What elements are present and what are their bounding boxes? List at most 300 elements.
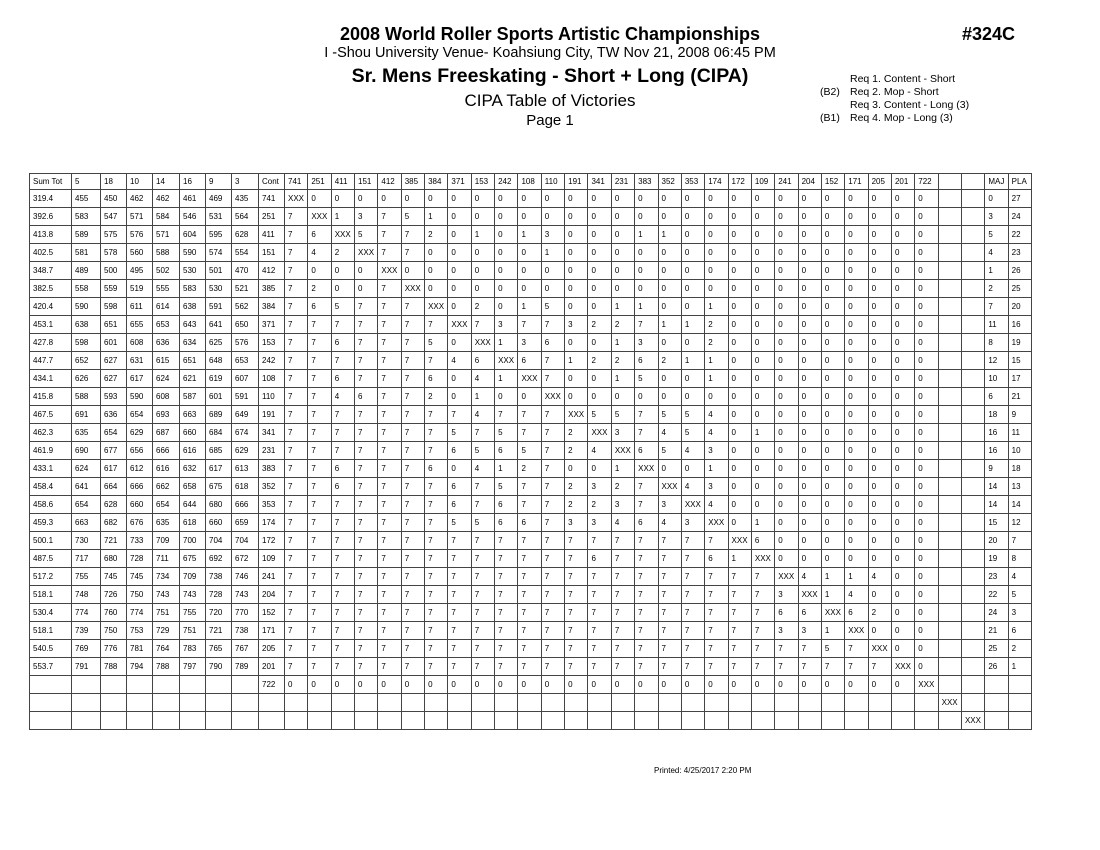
table-cell: XXX [611, 442, 634, 460]
table-cell: 2 [471, 298, 494, 316]
table-cell: 7 [448, 568, 471, 586]
table-cell: 15 [1008, 352, 1031, 370]
table-cell: 0 [751, 334, 774, 352]
table-cell: 1 [471, 388, 494, 406]
table-cell: 7 [285, 604, 308, 622]
table-cell: 7 [541, 586, 564, 604]
table-cell: 0 [378, 676, 401, 694]
table-cell [938, 496, 961, 514]
table-cell: 753 [127, 622, 153, 640]
table-cell: 0 [798, 550, 821, 568]
table-cell: 7 [495, 550, 518, 568]
table-cell: 0 [751, 352, 774, 370]
table-cell: 0 [495, 388, 518, 406]
table-cell: 0 [448, 388, 471, 406]
table-cell: 7 [308, 478, 331, 496]
table-cell: 7 [705, 532, 728, 550]
table-cell: XXX [495, 352, 518, 370]
table-cell: 741 [259, 190, 285, 208]
table-cell: 7 [565, 532, 588, 550]
table-cell: 617 [101, 460, 127, 478]
table-cell: 0 [495, 298, 518, 316]
table-cell: 7 [378, 388, 401, 406]
table-cell: 7 [401, 586, 424, 604]
table-cell: 0 [821, 550, 844, 568]
column-header: 174 [705, 174, 728, 190]
table-cell: 0 [565, 262, 588, 280]
table-cell: 2 [588, 496, 611, 514]
table-cell: 0 [845, 406, 868, 424]
table-cell: 0 [915, 370, 938, 388]
table-cell: 684 [206, 424, 232, 442]
table-cell: 7 [518, 586, 541, 604]
table-cell: 693 [153, 406, 180, 424]
table-cell: 7 [541, 370, 564, 388]
table-cell: 7 [378, 352, 401, 370]
table-cell: 0 [401, 262, 424, 280]
table-cell: 7 [401, 316, 424, 334]
table-cell: 627 [101, 370, 127, 388]
table-cell: 1 [1008, 658, 1031, 676]
column-header: PLA [1008, 174, 1031, 190]
table-cell: 0 [868, 424, 891, 442]
table-row [30, 478, 1032, 496]
table-cell: 7 [495, 532, 518, 550]
table-cell: 1 [518, 298, 541, 316]
table-cell: 25 [985, 640, 1008, 658]
table-cell: 0 [775, 442, 798, 460]
table-cell: 0 [891, 226, 914, 244]
table-cell: 0 [751, 262, 774, 280]
table-cell: 0 [891, 262, 914, 280]
table-cell: 624 [72, 460, 101, 478]
column-header: 3 [232, 174, 259, 190]
table-cell: 621 [180, 370, 206, 388]
table-cell: 0 [635, 190, 658, 208]
table-cell: 0 [448, 244, 471, 262]
table-cell: 624 [153, 370, 180, 388]
table-cell: 0 [915, 406, 938, 424]
table-cell: 2 [868, 604, 891, 622]
table-cell: 0 [448, 334, 471, 352]
table-cell: 7 [378, 406, 401, 424]
table-cell: 7 [518, 640, 541, 658]
table-cell: 581 [72, 244, 101, 262]
table-cell: 0 [798, 676, 821, 694]
table-cell: 0 [775, 370, 798, 388]
table-cell: 627 [101, 352, 127, 370]
table-cell [985, 694, 1008, 712]
table-cell: 7 [541, 604, 564, 622]
table-cell: 7 [378, 280, 401, 298]
table-cell: 6 [541, 334, 564, 352]
table-cell [705, 694, 728, 712]
table-cell: 20 [985, 532, 1008, 550]
table-cell: 765 [206, 640, 232, 658]
table-cell: 0 [518, 262, 541, 280]
table-cell: 7 [845, 658, 868, 676]
table-cell: 7 [565, 604, 588, 622]
column-header: 412 [378, 174, 401, 190]
table-cell: 5 [821, 640, 844, 658]
table-cell: 655 [127, 316, 153, 334]
table-cell: 7 [635, 568, 658, 586]
table-cell: 0 [821, 316, 844, 334]
table-cell: 7 [331, 496, 354, 514]
table-cell: 0 [891, 244, 914, 262]
table-cell: 10 [985, 370, 1008, 388]
table-cell: 0 [728, 316, 751, 334]
table-cell: 1 [751, 424, 774, 442]
table-cell: 392.6 [30, 208, 72, 226]
table-cell: 7 [285, 388, 308, 406]
table-cell: 7 [378, 658, 401, 676]
table-cell: 774 [127, 604, 153, 622]
column-header: 384 [425, 174, 448, 190]
table-cell: 7 [751, 586, 774, 604]
table-cell: 547 [101, 208, 127, 226]
column-header: 231 [611, 174, 634, 190]
table-cell: 7 [635, 532, 658, 550]
requirement-text: Req 4. Mop - Long (3) [850, 112, 953, 124]
table-cell: 530 [180, 262, 206, 280]
table-cell: 242 [259, 352, 285, 370]
table-cell: 9 [1008, 406, 1031, 424]
table-cell: 0 [751, 676, 774, 694]
table-cell: 5 [681, 424, 704, 442]
table-cell: 0 [891, 316, 914, 334]
table-cell: 0 [891, 604, 914, 622]
table-cell [206, 712, 232, 730]
table-cell: 0 [891, 280, 914, 298]
table-cell: 7 [681, 550, 704, 568]
table-cell: 625 [206, 334, 232, 352]
table-cell [938, 586, 961, 604]
table-cell [658, 712, 681, 730]
table-cell [938, 262, 961, 280]
table-cell: 0 [448, 676, 471, 694]
table-cell: 241 [259, 568, 285, 586]
table-cell: 746 [232, 568, 259, 586]
table-cell: 615 [153, 352, 180, 370]
column-header: MAJ [985, 174, 1008, 190]
table-cell: 0 [681, 388, 704, 406]
table-cell: 6 [355, 388, 378, 406]
table-cell: 680 [101, 550, 127, 568]
table-cell: 0 [751, 226, 774, 244]
table-cell: 174 [259, 514, 285, 532]
table-cell: 7 [845, 640, 868, 658]
table-cell: 7 [471, 658, 494, 676]
table-cell: 462.3 [30, 424, 72, 442]
table-cell: XXX [728, 532, 751, 550]
table-cell: 7 [308, 658, 331, 676]
table-cell: 7 [611, 622, 634, 640]
table-row [30, 496, 1032, 514]
table-cell: 0 [611, 262, 634, 280]
table-row [30, 334, 1032, 352]
table-cell: 7 [658, 550, 681, 568]
table-cell: 0 [611, 676, 634, 694]
table-cell: 7 [635, 550, 658, 568]
table-cell: 7 [401, 622, 424, 640]
table-cell: 458.4 [30, 478, 72, 496]
table-cell: 7 [308, 622, 331, 640]
table-cell: 0 [845, 388, 868, 406]
table-cell: 7 [285, 496, 308, 514]
table-cell: 0 [915, 442, 938, 460]
table-cell: 7 [425, 658, 448, 676]
table-cell: 7 [355, 298, 378, 316]
table-cell: 7 [658, 640, 681, 658]
table-cell: 0 [775, 262, 798, 280]
table-cell: 0 [611, 190, 634, 208]
table-cell: 14 [985, 478, 1008, 496]
table-cell [961, 442, 984, 460]
table-cell: 7 [448, 640, 471, 658]
table-cell: 319.4 [30, 190, 72, 208]
table-cell: 7 [541, 424, 564, 442]
table-cell: 687 [153, 424, 180, 442]
table-cell: 0 [728, 370, 751, 388]
table-cell: XXX [845, 622, 868, 640]
table-cell: 7 [541, 460, 564, 478]
table-cell: 0 [821, 370, 844, 388]
table-cell: 487.5 [30, 550, 72, 568]
table-cell: 0 [355, 190, 378, 208]
table-cell [938, 388, 961, 406]
table-cell: 459.3 [30, 514, 72, 532]
table-cell: 601 [101, 334, 127, 352]
table-row [30, 640, 1032, 658]
table-cell: 675 [180, 550, 206, 568]
report-title: 2008 World Roller Sports Artistic Championships [339, 24, 761, 44]
table-cell: 251 [259, 208, 285, 226]
table-cell: 691 [72, 406, 101, 424]
table-cell: 7 [401, 370, 424, 388]
table-cell: 4 [681, 478, 704, 496]
table-cell: XXX [891, 658, 914, 676]
table-cell: XXX [868, 640, 891, 658]
requirement-prefix: (B2) [820, 86, 840, 98]
table-cell [401, 712, 424, 730]
table-cell: 7 [378, 316, 401, 334]
table-cell [658, 694, 681, 712]
table-cell: 5 [611, 406, 634, 424]
table-cell: 0 [635, 208, 658, 226]
table-cell: 7 [681, 640, 704, 658]
table-cell: 571 [127, 208, 153, 226]
table-cell: 0 [471, 208, 494, 226]
table-cell: 0 [565, 244, 588, 262]
table-cell: 4 [611, 514, 634, 532]
table-row [30, 298, 1032, 316]
table-cell [961, 352, 984, 370]
table-cell: 608 [153, 388, 180, 406]
table-cell: 612 [127, 460, 153, 478]
table-cell: 0 [891, 442, 914, 460]
table-cell: 2 [565, 442, 588, 460]
table-cell: 0 [798, 280, 821, 298]
table-cell: 751 [153, 604, 180, 622]
table-cell: 7 [471, 622, 494, 640]
table-cell: 7 [541, 550, 564, 568]
table-cell: 0 [588, 208, 611, 226]
table-cell: 0 [821, 478, 844, 496]
table-cell: 0 [868, 586, 891, 604]
table-cell: 593 [101, 388, 127, 406]
table-cell: 770 [232, 604, 259, 622]
table-cell: XXX [658, 478, 681, 496]
table-cell: 0 [891, 676, 914, 694]
table-cell: 7 [378, 586, 401, 604]
table-cell: 0 [798, 334, 821, 352]
table-cell: 583 [180, 280, 206, 298]
table-cell: 7 [331, 424, 354, 442]
table-cell: 7 [751, 640, 774, 658]
table-row [30, 622, 1032, 640]
table-cell [985, 712, 1008, 730]
table-cell: 462 [153, 190, 180, 208]
table-cell: 0 [845, 298, 868, 316]
table-cell: 11 [985, 316, 1008, 334]
table-cell: 0 [495, 262, 518, 280]
table-cell: 7 [378, 370, 401, 388]
table-row [30, 262, 1032, 280]
table-cell: 7 [518, 550, 541, 568]
table-cell: 0 [891, 208, 914, 226]
table-cell [72, 712, 101, 730]
table-cell: 0 [728, 676, 751, 694]
table-cell: 0 [635, 262, 658, 280]
table-cell: 0 [915, 604, 938, 622]
table-cell: 0 [915, 316, 938, 334]
table-cell: 16 [1008, 316, 1031, 334]
table-cell: 554 [232, 244, 259, 262]
table-cell: 0 [775, 388, 798, 406]
table-cell: 0 [658, 244, 681, 262]
table-cell: 231 [259, 442, 285, 460]
table-cell: 0 [845, 496, 868, 514]
table-cell: 20 [1008, 298, 1031, 316]
table-cell [938, 424, 961, 442]
table-cell: 7 [588, 586, 611, 604]
table-cell [938, 676, 961, 694]
table-cell: 0 [821, 352, 844, 370]
table-cell: 0 [915, 280, 938, 298]
table-cell: 7 [518, 532, 541, 550]
table-cell: XXX [821, 604, 844, 622]
table-cell: 3 [985, 208, 1008, 226]
table-cell: 7 [611, 640, 634, 658]
table-cell: 4 [798, 568, 821, 586]
table-cell: 7 [518, 658, 541, 676]
table-cell: 16 [985, 442, 1008, 460]
table-cell: 767 [232, 640, 259, 658]
table-cell: 3 [355, 208, 378, 226]
table-cell: 455 [72, 190, 101, 208]
table-cell: 576 [232, 334, 259, 352]
table-cell: 7 [285, 316, 308, 334]
table-cell: 7 [541, 478, 564, 496]
column-header: 241 [775, 174, 798, 190]
table-cell: 617 [206, 460, 232, 478]
table-cell: 0 [868, 514, 891, 532]
table-cell: 0 [728, 298, 751, 316]
table-cell: 18 [1008, 460, 1031, 478]
table-cell: 0 [705, 280, 728, 298]
table-cell: 4 [681, 442, 704, 460]
table-cell: 6 [331, 370, 354, 388]
table-cell [938, 316, 961, 334]
table-cell: 755 [180, 604, 206, 622]
table-row [30, 532, 1032, 550]
table-cell: 7 [308, 442, 331, 460]
table-cell: 17 [1008, 370, 1031, 388]
table-cell: 7 [285, 550, 308, 568]
column-header: 16 [180, 174, 206, 190]
table-cell: 711 [153, 550, 180, 568]
requirement-text: Req 2. Mop - Short [850, 86, 939, 98]
table-cell: 427.8 [30, 334, 72, 352]
table-cell: 653 [153, 316, 180, 334]
table-cell: 7 [471, 604, 494, 622]
table-cell: 0 [891, 406, 914, 424]
table-cell: 672 [232, 550, 259, 568]
table-cell: 7 [308, 532, 331, 550]
column-header: 242 [495, 174, 518, 190]
table-cell: 18 [985, 406, 1008, 424]
table-row [30, 226, 1032, 244]
table-cell: 7 [728, 658, 751, 676]
table-cell: 7 [285, 478, 308, 496]
table-cell: 0 [868, 190, 891, 208]
table-cell: 6 [845, 604, 868, 622]
table-cell: 4 [308, 244, 331, 262]
table-cell: 0 [798, 532, 821, 550]
table-cell: 560 [127, 244, 153, 262]
table-cell: 0 [728, 334, 751, 352]
column-header: 14 [153, 174, 180, 190]
table-cell: 588 [72, 388, 101, 406]
table-cell: 7 [331, 640, 354, 658]
table-cell: 0 [821, 406, 844, 424]
table-cell: 7 [308, 568, 331, 586]
table-cell [101, 712, 127, 730]
table-cell: 7 [355, 460, 378, 478]
table-cell: 659 [232, 514, 259, 532]
table-cell: 7 [658, 622, 681, 640]
table-cell [1008, 676, 1031, 694]
table-cell: 0 [821, 442, 844, 460]
table-cell: 3 [635, 334, 658, 352]
table-cell: 0 [565, 298, 588, 316]
table-cell: 3 [1008, 604, 1031, 622]
table-cell: 626 [72, 370, 101, 388]
table-cell: 0 [588, 334, 611, 352]
table-cell: 7 [285, 334, 308, 352]
table-row [30, 568, 1032, 586]
table-cell: 0 [775, 478, 798, 496]
table-cell: 7 [565, 550, 588, 568]
table-cell: 9 [985, 460, 1008, 478]
table-cell: 598 [101, 298, 127, 316]
table-cell: 575 [101, 226, 127, 244]
table-cell: 7 [658, 568, 681, 586]
table-cell: 689 [206, 406, 232, 424]
table-cell: 0 [845, 352, 868, 370]
table-cell: 7 [611, 550, 634, 568]
